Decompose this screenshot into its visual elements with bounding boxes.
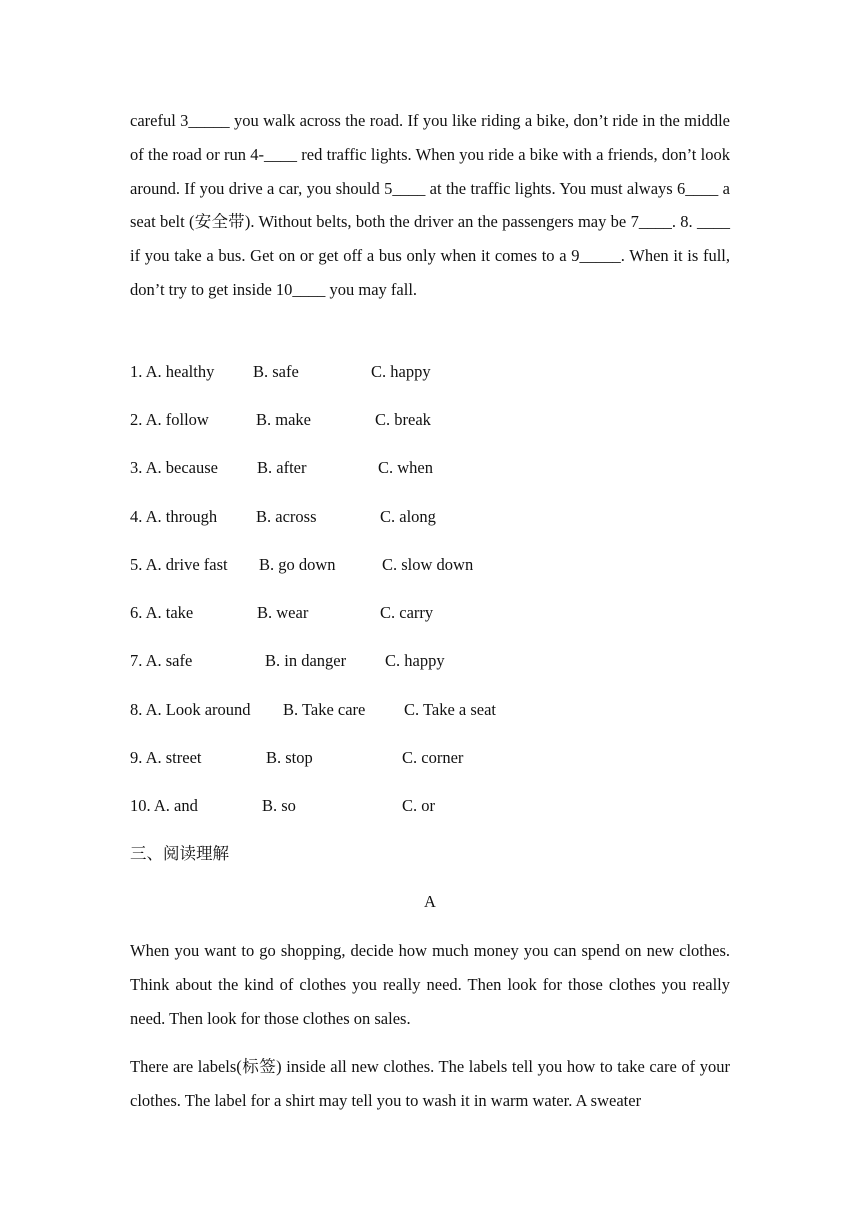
option-b: B. in danger [265, 651, 347, 670]
option-b: B. Take care [283, 700, 366, 719]
option-b: B. make [256, 410, 311, 429]
option-a: 7. A. safe [130, 651, 193, 670]
option-c: C. happy [371, 362, 431, 381]
option-b: B. after [257, 458, 307, 477]
option-c: C. along [380, 507, 436, 526]
option-b: B. so [262, 796, 296, 815]
option-c: C. happy [385, 651, 445, 670]
option-a: 2. A. follow [130, 410, 209, 429]
option-c: C. carry [380, 603, 434, 622]
option-c: C. corner [402, 748, 464, 767]
option-a: 6. A. take [130, 603, 194, 622]
option-a: 1. A. healthy [130, 362, 215, 381]
option-a: 9. A. street [130, 748, 202, 767]
section-heading: 三、阅读理解 [130, 844, 229, 863]
reading-paragraph-2: There are labels(标签) inside all new clothes. The labels tell you how to take care of your clothes. The label for a shirt may tell you to wash it in warm water. A sweater [130, 1057, 730, 1110]
passage-letter: A [424, 892, 436, 911]
option-c: C. or [402, 796, 435, 815]
option-c: C. break [375, 410, 431, 429]
option-b: B. go down [259, 555, 336, 574]
reading-paragraph-1: When you want to go shopping, decide how much money you can spend on new clothes. Think about the kind of clothes you really need. Then look for those clothes you really need. Then look for those clothes on sales. [130, 941, 730, 1028]
option-b: B. safe [253, 362, 299, 381]
option-b: B. across [256, 507, 317, 526]
option-c: C. when [378, 458, 433, 477]
option-b: B. stop [266, 748, 313, 767]
option-a: 4. A. through [130, 507, 218, 526]
cloze-passage: careful 3_____ you walk across the road. If you like riding a bike, don’t ride in the middle of the road or run 4-____ red traffic lights. When you ride a bike with a friends, don’t look around. If you drive a car, you should 5____ at the traffic lights. You must always 6____ a seat belt (安全带). Without belts, both the driver an the passengers may be 7____. 8. ____ if you take a bus. Get on or get off a bus only when it comes to a 9_____. When it is full, don’t try to get inside 10____ you may fall. [130, 111, 730, 299]
option-a: 3. A. because [130, 458, 218, 477]
option-a: 5. A. drive fast [130, 555, 228, 574]
option-c: C. Take a seat [404, 700, 497, 719]
option-a: 10. A. and [130, 796, 198, 815]
option-b: B. wear [257, 603, 309, 622]
option-c: C. slow down [382, 555, 474, 574]
option-a: 8. A. Look around [130, 700, 251, 719]
